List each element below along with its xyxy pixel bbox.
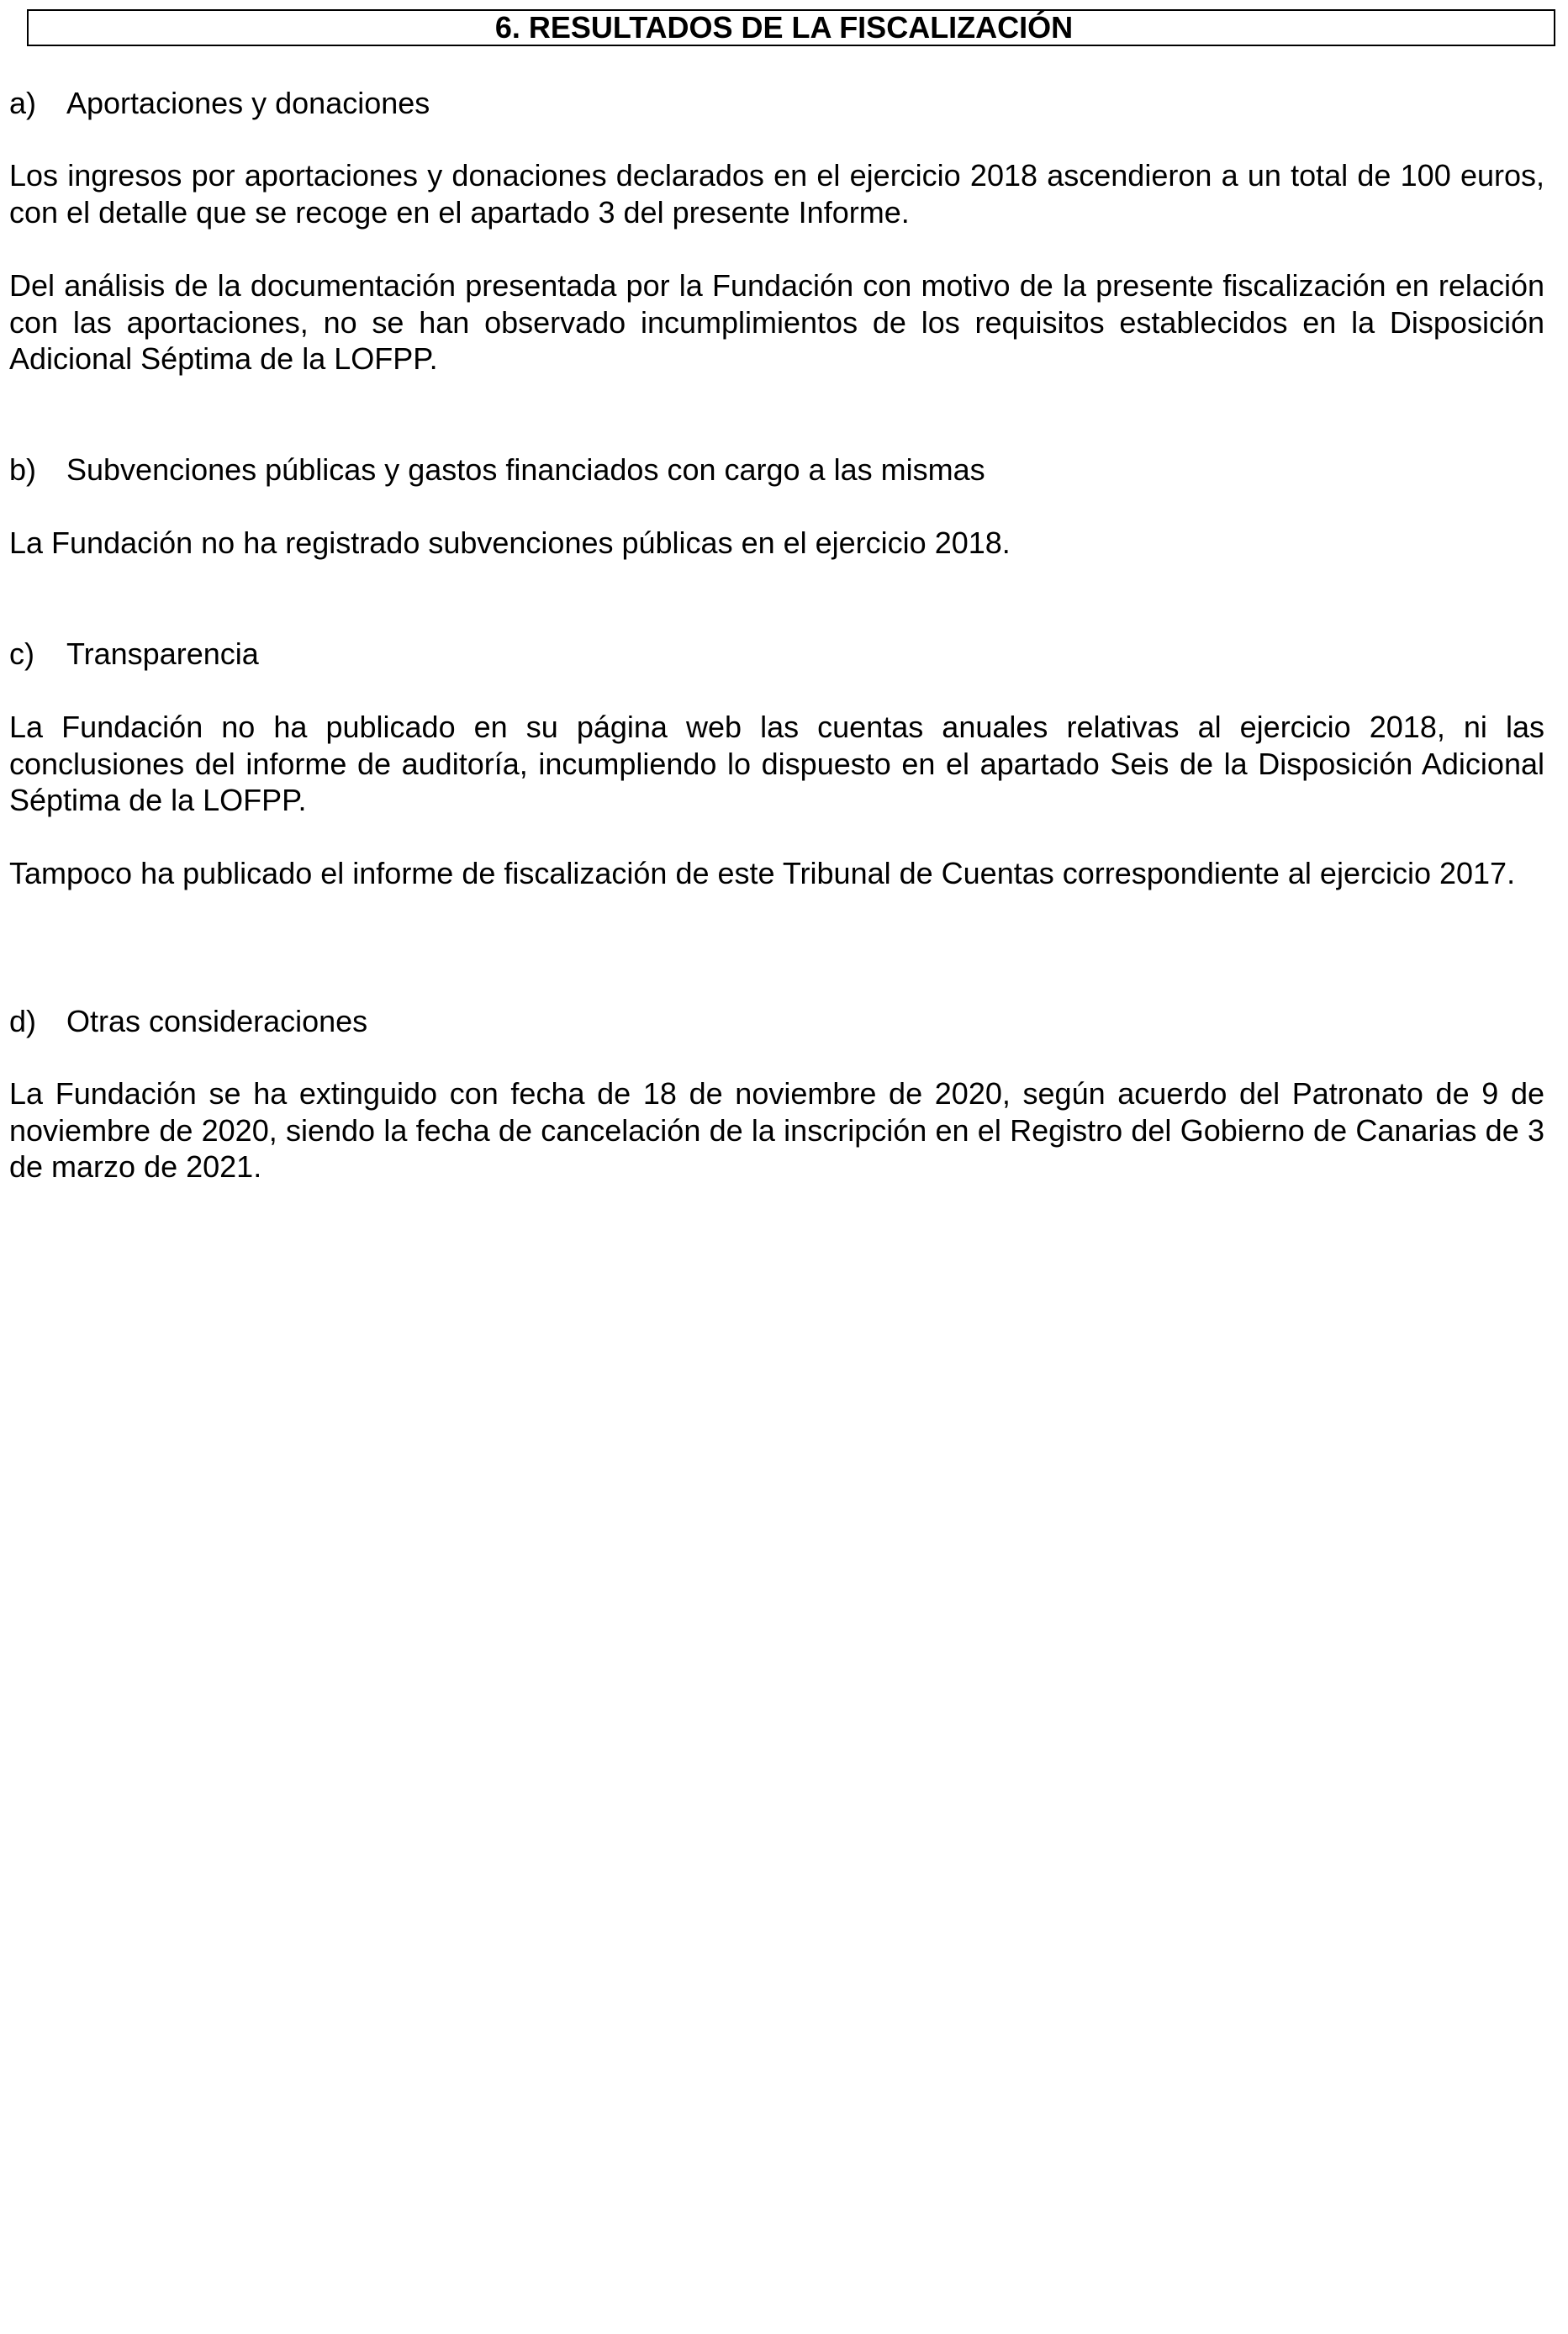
heading-a-text: Aportaciones y donaciones	[66, 86, 430, 120]
paragraph-d-1: La Fundación se ha extinguido con fecha de 18 de noviembre de 2020, según acuerdo del Patronato de 9 de noviembre de 2020, siendo la fecha de cancelación de la inscripción en el Registro del Gobierno de Canarias de 3 de marzo de 2021.	[9, 1076, 1544, 1184]
heading-a-letter: a)	[9, 86, 37, 120]
heading-d-text: Otras consideraciones	[66, 1004, 368, 1038]
heading-c-letter: c)	[9, 636, 34, 671]
heading-d	[9, 1003, 367, 1040]
heading-a	[9, 85, 430, 122]
heading-b-letter: b)	[9, 452, 37, 487]
heading-b-text: Subvenciones públicas y gastos financiados con cargo a las mismas	[66, 452, 985, 487]
heading-c	[9, 636, 259, 673]
heading-d-letter: d)	[9, 1004, 37, 1038]
paragraph-c-1: La Fundación no ha publicado en su página web las cuentas anuales relativas al ejercicio 2018, ni las conclusiones del informe de auditoría, incumpliendo lo dispuesto en el apartado Seis de la Disposición Adicional Séptima de la LOFPP.	[9, 710, 1544, 817]
heading-b	[9, 451, 985, 488]
paragraph-c-2: Tampoco ha publicado el informe de fiscalización de este Tribunal de Cuentas correspondiente al ejercicio 2017.	[9, 856, 1516, 890]
heading-c-text: Transparencia	[66, 636, 259, 671]
paragraph-a-1: Los ingresos por aportaciones y donaciones declarados en el ejercicio 2018 ascendieron a un total de 100 euros, con el detalle que se recoge en el apartado 3 del presente Informe.	[9, 158, 1544, 230]
section-title: 6. RESULTADOS DE LA FISCALIZACIÓN	[494, 10, 1074, 45]
paragraph-b-1: La Fundación no ha registrado subvenciones públicas en el ejercicio 2018.	[9, 525, 1011, 560]
paragraph-a-2: Del análisis de la documentación presentada por la Fundación con motivo de la presente fiscalización en relación con las aportaciones, no se han observado incumplimientos de los requisitos establecidos en la Disposición Adicional Séptima de la LOFPP.	[9, 268, 1544, 376]
